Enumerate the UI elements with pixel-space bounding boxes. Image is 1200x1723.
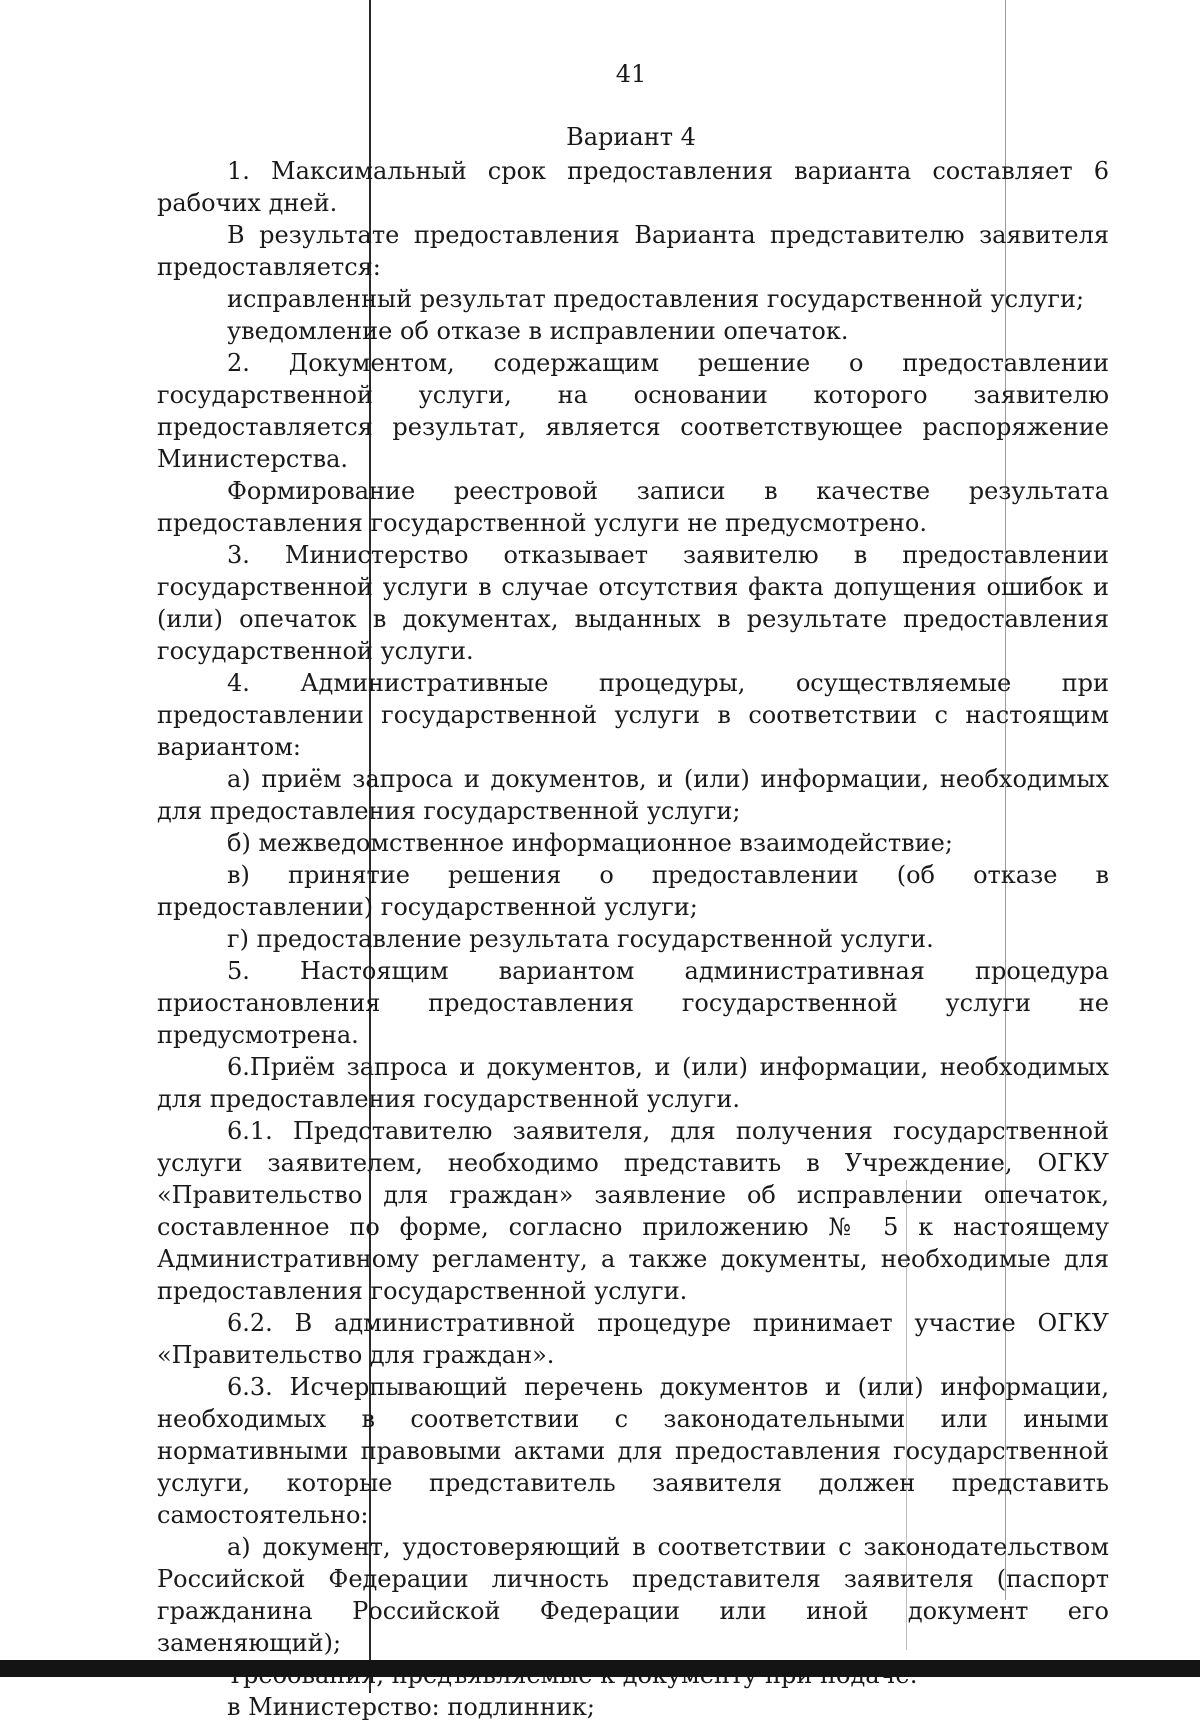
list-item: б) межведомственное информационное взаимодействие; bbox=[227, 829, 953, 857]
page-number: 41 bbox=[615, 60, 647, 88]
paragraph: 6.2. В административной процедуре принимает участие ОГКУ «Правительство для граждан». bbox=[157, 1309, 1109, 1369]
scan-bottom-border bbox=[0, 1660, 1200, 1677]
paragraph: В результате предоставления Варианта представителю заявителя предоставляется: bbox=[157, 221, 1109, 281]
paragraph: 5. Настоящим вариантом административная процедура приостановления предоставления государственной услуги не предусмотрена. bbox=[157, 957, 1109, 1049]
section-heading: Вариант 4 bbox=[566, 123, 696, 151]
paragraph: 6.1. Представителю заявителя, для получения государственной услуги заявителем, необходимо представить в Учреждение, ОГКУ «Правительство для граждан» заявление об исправлении опечаток, составленное по форме, согласно приложению № 5 к настоящему Административному регламенту, а также документы, необходимые для предоставления государственной услуги. bbox=[157, 1117, 1109, 1305]
paragraph: уведомление об отказе в исправлении опечаток. bbox=[227, 317, 849, 345]
paragraph: 2. Документом, содержащим решение о предоставлении государственной услуги, на основании которого заявителю предоставляется результат, является соответствующее распоряжение Министерства. bbox=[157, 349, 1109, 473]
list-item: г) предоставление результата государственной услуги. bbox=[227, 925, 934, 953]
paragraph: исправленный результат предоставления государственной услуги; bbox=[227, 285, 1085, 313]
paragraph: 1. Максимальный срок предоставления варианта составляет 6 рабочих дней. bbox=[157, 157, 1109, 217]
list-item: а) документ, удостоверяющий в соответствии с законодательством Российской Федерации личность представителя заявителя (паспорт гражданина Российской Федерации или иной документ его заменяющий); bbox=[157, 1533, 1109, 1657]
paragraph: 3. Министерство отказывает заявителю в предоставлении государственной услуги в случае отсутствия факта допущения ошибок и (или) опечаток в документах, выданных в результате предоставления государственной услуги. bbox=[157, 541, 1109, 665]
list-item: в) принятие решения о предоставлении (об отказе в предоставлении) государственной услуги; bbox=[157, 861, 1109, 921]
document-body bbox=[157, 155, 1109, 1723]
paragraph: 6.3. Исчерпывающий перечень документов и (или) информации, необходимых в соответствии с законодательными или иными нормативными правовыми актами для предоставления государственной услуги, которые представитель заявителя должен представить самостоятельно: bbox=[157, 1373, 1109, 1529]
list-item: а) приём запроса и документов, и (или) информации, необходимых для предоставления государственной услуги; bbox=[157, 765, 1109, 825]
paragraph: 4. Административные процедуры, осуществляемые при предоставлении государственной услуги в соответствии с настоящим вариантом: bbox=[157, 669, 1109, 761]
paragraph: 6.Приём запроса и документов, и (или) информации, необходимых для предоставления государственной услуги. bbox=[157, 1053, 1109, 1113]
paragraph: в Министерство: подлинник; bbox=[227, 1693, 595, 1721]
paragraph: Формирование реестровой записи в качестве результата предоставления государственной услуги не предусмотрено. bbox=[157, 477, 1109, 537]
